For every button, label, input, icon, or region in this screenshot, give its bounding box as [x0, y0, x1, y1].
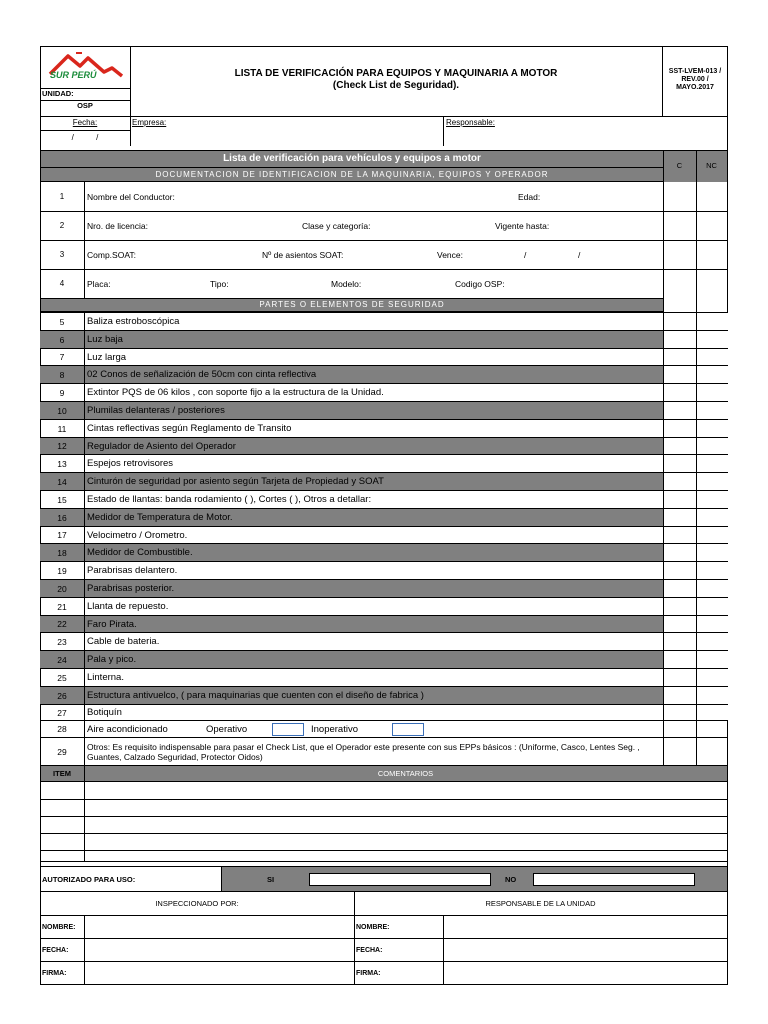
item-row-13 — [40, 454, 727, 472]
item-label: Cable de bateria. — [87, 636, 160, 647]
item-row-28 — [40, 720, 727, 738]
clase-field-label: Clase y categoría: — [302, 221, 371, 231]
doc-code-line3: MAYO.2017 — [676, 84, 714, 91]
item-row-20 — [40, 579, 727, 597]
row-number: 18 — [57, 547, 67, 558]
nc-checkbox[interactable] — [697, 616, 729, 632]
item-column-label: ITEM — [53, 769, 71, 778]
item-label: Estado de llantas: banda rodamiento ( ), Cortes ( ), Otros a detallar: — [87, 494, 372, 505]
conductor-field-label: Nombre del Conductor: — [87, 192, 175, 202]
responsable-unidad-header: RESPONSABLE DE LA UNIDAD — [485, 899, 596, 908]
item-label: Regulador de Asiento del Operador — [87, 440, 236, 452]
row-number: 4 — [59, 279, 65, 288]
item-label: Cintas reflectivas según Reglamento de Transito — [87, 423, 292, 434]
item-label: Linterna. — [87, 672, 124, 683]
comment-field-1[interactable] — [85, 783, 727, 799]
inspector-firma-label: FIRMA: — [42, 970, 67, 977]
c-checkbox[interactable] — [664, 633, 696, 650]
nc-checkbox[interactable] — [697, 527, 729, 543]
item-row-23 — [40, 632, 727, 650]
row-number: 21 — [57, 601, 67, 612]
item-label: Parabrisas delantero. — [87, 565, 178, 576]
row-number: 19 — [57, 565, 67, 576]
comment-field-2[interactable] — [85, 800, 727, 816]
row-number: 1 — [59, 192, 65, 201]
row-number: 2 — [59, 221, 65, 230]
row-number: 25 — [57, 672, 67, 683]
c-checkbox[interactable] — [664, 420, 696, 437]
aire-acondicionado-label: Aire acondicionado — [87, 723, 168, 735]
c-checkbox[interactable] — [664, 669, 696, 686]
row-number: 14 — [57, 476, 67, 487]
c-checkbox[interactable] — [664, 509, 696, 526]
c-checkbox[interactable] — [664, 366, 696, 383]
unidad-value: OSP — [77, 101, 93, 110]
item-row-19 — [40, 561, 727, 579]
no-label: NO — [505, 875, 517, 884]
operativo-checkbox[interactable] — [272, 723, 304, 736]
row-number: 28 — [57, 724, 67, 734]
row-number: 6 — [59, 334, 65, 345]
vigente-field-label: Vigente hasta: — [495, 221, 550, 231]
date-separator: / — [578, 250, 581, 260]
c-checkbox[interactable] — [664, 544, 696, 561]
nc-checkbox[interactable] — [697, 544, 729, 561]
otros-text-line1: Otros: Es requisito indispensable para pasar el Check List, que el Operador este presente con sus EPPs básicos : (Uniforme, Casco, Lentes Seg. , — [87, 742, 640, 752]
asientos-field-label: Nº de asientos SOAT: — [262, 250, 344, 260]
item-label: Cinturón de seguridad por asiento según Tarjeta de Propiedad y SOAT — [87, 476, 384, 487]
responsable-fecha-label: FECHA: — [356, 947, 383, 954]
nc-checkbox[interactable] — [697, 669, 729, 686]
row-number: 29 — [57, 747, 67, 757]
row-number: 12 — [57, 441, 67, 451]
item-row-22 — [40, 615, 727, 632]
row-number: 20 — [57, 583, 67, 594]
item-row-12 — [40, 437, 727, 454]
row-number: 17 — [57, 530, 67, 540]
item-row-11 — [40, 419, 727, 437]
fecha-value[interactable]: / / — [71, 133, 99, 142]
item-row-15 — [40, 490, 727, 508]
responsable-field[interactable] — [444, 129, 727, 145]
row-number: 24 — [57, 654, 67, 665]
c-checkbox[interactable] — [664, 598, 696, 615]
edad-field-label: Edad: — [518, 192, 541, 202]
tipo-field-label: Tipo: — [210, 279, 229, 289]
item-label: Llanta de repuesto. — [87, 601, 169, 612]
item-label: Pala y pico. — [87, 654, 137, 665]
c-checkbox[interactable] — [664, 384, 696, 401]
row-number: 27 — [57, 707, 67, 718]
c-checkbox[interactable] — [664, 331, 696, 348]
row-number: 5 — [59, 316, 65, 327]
empresa-label: Empresa: — [132, 118, 167, 127]
item-row-27 — [40, 704, 727, 721]
row-number: 15 — [57, 494, 67, 505]
row-number: 11 — [57, 423, 67, 434]
row-number: 16 — [57, 512, 67, 523]
item-row-24 — [40, 650, 727, 668]
responsable-label: Responsable: — [446, 118, 495, 127]
row-number: 10 — [57, 405, 67, 416]
nc-checkbox[interactable] — [697, 402, 729, 419]
nc-checkbox[interactable] — [697, 349, 729, 365]
c-checkbox[interactable] — [664, 616, 696, 632]
placa-field-label: Placa: — [87, 279, 111, 289]
c-checkbox[interactable] — [664, 313, 696, 330]
row-number: 7 — [59, 352, 65, 362]
form-subtitle: (Check List de Seguridad). — [332, 80, 460, 91]
date-separator: / — [524, 250, 527, 260]
vence-field-label: Vence: — [437, 250, 463, 260]
nc-checkbox[interactable] — [697, 562, 729, 579]
inspector-firma-field[interactable] — [85, 962, 353, 984]
item-row-14 — [40, 472, 727, 490]
nc-checkbox[interactable] — [697, 384, 729, 401]
item-label: Medidor de Combustible. — [87, 547, 193, 558]
inspector-nombre-field[interactable] — [85, 916, 353, 938]
row-number: 8 — [59, 369, 65, 380]
item-row-7 — [40, 348, 727, 365]
otros-text-line2: Guantes, Calzado Seguridad, Protector Oidos) — [87, 752, 263, 762]
inspector-nombre-label: NOMBRE: — [42, 924, 76, 931]
item-row-25 — [40, 668, 727, 686]
doc-section-header: DOCUMENTACION DE IDENTIFICACION DE LA MAQUINARIA, EQUIPOS Y OPERADOR — [155, 170, 549, 179]
brand-text: SUR PERÚ — [50, 70, 97, 80]
item-row-10 — [40, 401, 727, 419]
c-checkbox[interactable] — [664, 455, 696, 472]
inspector-fecha-field[interactable] — [85, 939, 353, 961]
comment-field-3[interactable] — [85, 817, 727, 833]
item-row-16 — [40, 508, 727, 526]
row-number: 9 — [59, 387, 65, 398]
item-label: Faro Pirata. — [87, 618, 137, 630]
item-label: Espejos retrovisores — [87, 458, 174, 469]
nc-checkbox[interactable] — [697, 438, 729, 454]
item-row-9 — [40, 383, 727, 401]
inspeccionado-header: INSPECCIONADO POR: — [155, 899, 239, 908]
item-row-5 — [40, 312, 727, 330]
item-label: Luz larga — [87, 351, 127, 363]
company-logo — [46, 50, 126, 86]
row-number: 3 — [59, 250, 65, 259]
c-column-label: C — [676, 161, 683, 170]
parts-section-header: PARTES O ELEMENTOS DE SEGURIDAD — [259, 300, 445, 309]
codigo-field-label: Codigo OSP: — [455, 279, 505, 289]
si-label: SI — [267, 875, 275, 884]
nc-checkbox[interactable] — [697, 455, 729, 472]
item-row-21 — [40, 597, 727, 615]
c-checkbox[interactable] — [664, 562, 696, 579]
row-number: 23 — [57, 636, 67, 647]
c-checkbox[interactable] — [664, 580, 696, 597]
nc-checkbox[interactable] — [697, 420, 729, 437]
inoperativo-label: Inoperativo — [311, 724, 359, 735]
c-checkbox[interactable] — [664, 705, 696, 720]
c-checkbox[interactable] — [664, 402, 696, 419]
row-number: 13 — [57, 458, 67, 469]
inspector-fecha-label: FECHA: — [42, 947, 69, 954]
licencia-field-label: Nro. de licencia: — [87, 221, 148, 231]
nc-checkbox[interactable] — [697, 687, 729, 704]
form-title: LISTA DE VERIFICACIÓN PARA EQUIPOS Y MAQUINARIA A MOTOR — [234, 68, 558, 79]
item-row-26 — [40, 686, 727, 704]
no-checkbox[interactable] — [533, 873, 695, 886]
item-label: Plumilas delanteras / posteriores — [87, 405, 225, 416]
item-row-17 — [40, 526, 727, 543]
nc-checkbox[interactable] — [697, 651, 729, 668]
fecha-label: Fecha: — [72, 118, 98, 127]
conductor-input[interactable] — [180, 186, 510, 206]
c-checkbox[interactable] — [664, 687, 696, 704]
item-label: Luz baja — [87, 334, 123, 345]
c-checkbox[interactable] — [664, 438, 696, 454]
section-title: Lista de verificación para vehículos y equipos a motor — [223, 153, 481, 164]
nc-checkbox[interactable] — [697, 313, 729, 330]
item-label: Estructura antivuelco, ( para maquinarias que cuenten con el diseño de fabrica ) — [87, 690, 424, 701]
empresa-field[interactable] — [131, 129, 442, 145]
doc-code-line2: REV.00 / — [681, 76, 709, 83]
nc-column-label: NC — [706, 161, 717, 170]
comment-field-4[interactable] — [85, 834, 727, 850]
item-label: Parabrisas posterior. — [87, 583, 175, 594]
c-checkbox[interactable] — [664, 473, 696, 490]
nc-checkbox[interactable] — [697, 473, 729, 490]
doc-code-line1: SST-LVEM-013 / — [668, 68, 722, 75]
nc-checkbox[interactable] — [697, 598, 729, 615]
nc-checkbox[interactable] — [697, 366, 729, 383]
nc-checkbox[interactable] — [697, 491, 729, 508]
item-label: Extintor PQS de 06 kilos , con soporte fijo a la estructura de la Unidad. — [87, 387, 384, 398]
responsable-fecha-field[interactable] — [444, 939, 727, 961]
row-number: 26 — [57, 690, 67, 701]
c-checkbox[interactable] — [664, 651, 696, 668]
inoperativo-checkbox[interactable] — [392, 723, 424, 736]
item-row-29 — [40, 738, 727, 765]
nc-checkbox[interactable] — [697, 509, 729, 526]
row-number: 22 — [57, 619, 67, 629]
nc-checkbox[interactable] — [697, 331, 729, 348]
c-checkbox[interactable] — [664, 349, 696, 365]
operativo-label: Operativo — [206, 724, 248, 735]
item-label: Baliza estroboscópica — [87, 316, 180, 327]
item-label: Medidor de Temperatura de Motor. — [87, 512, 233, 523]
si-checkbox[interactable] — [309, 873, 491, 886]
responsable-nombre-field[interactable] — [444, 916, 727, 938]
c-checkbox[interactable] — [664, 527, 696, 543]
comentarios-column-label: COMENTARIOS — [377, 769, 434, 778]
nc-checkbox[interactable] — [697, 633, 729, 650]
item-label: Velocimetro / Orometro. — [87, 529, 188, 541]
item-label: 02 Conos de señalización de 50cm con cinta reflectiva — [87, 369, 317, 380]
responsable-nombre-label: NOMBRE: — [356, 924, 390, 931]
item-row-8 — [40, 365, 727, 383]
unidad-label: UNIDAD: — [42, 89, 74, 98]
item-row-6 — [40, 330, 727, 348]
nc-checkbox[interactable] — [697, 705, 729, 720]
item-row-18 — [40, 543, 727, 561]
responsable-firma-label: FIRMA: — [356, 970, 381, 977]
item-label: Botiquín — [87, 707, 122, 718]
nc-checkbox[interactable] — [697, 580, 729, 597]
c-checkbox[interactable] — [664, 491, 696, 508]
autorizado-label: AUTORIZADO PARA USO: — [42, 875, 136, 884]
responsable-firma-field[interactable] — [444, 962, 727, 984]
modelo-field-label: Modelo: — [331, 279, 362, 289]
soat-field-label: Comp.SOAT: — [87, 250, 136, 260]
